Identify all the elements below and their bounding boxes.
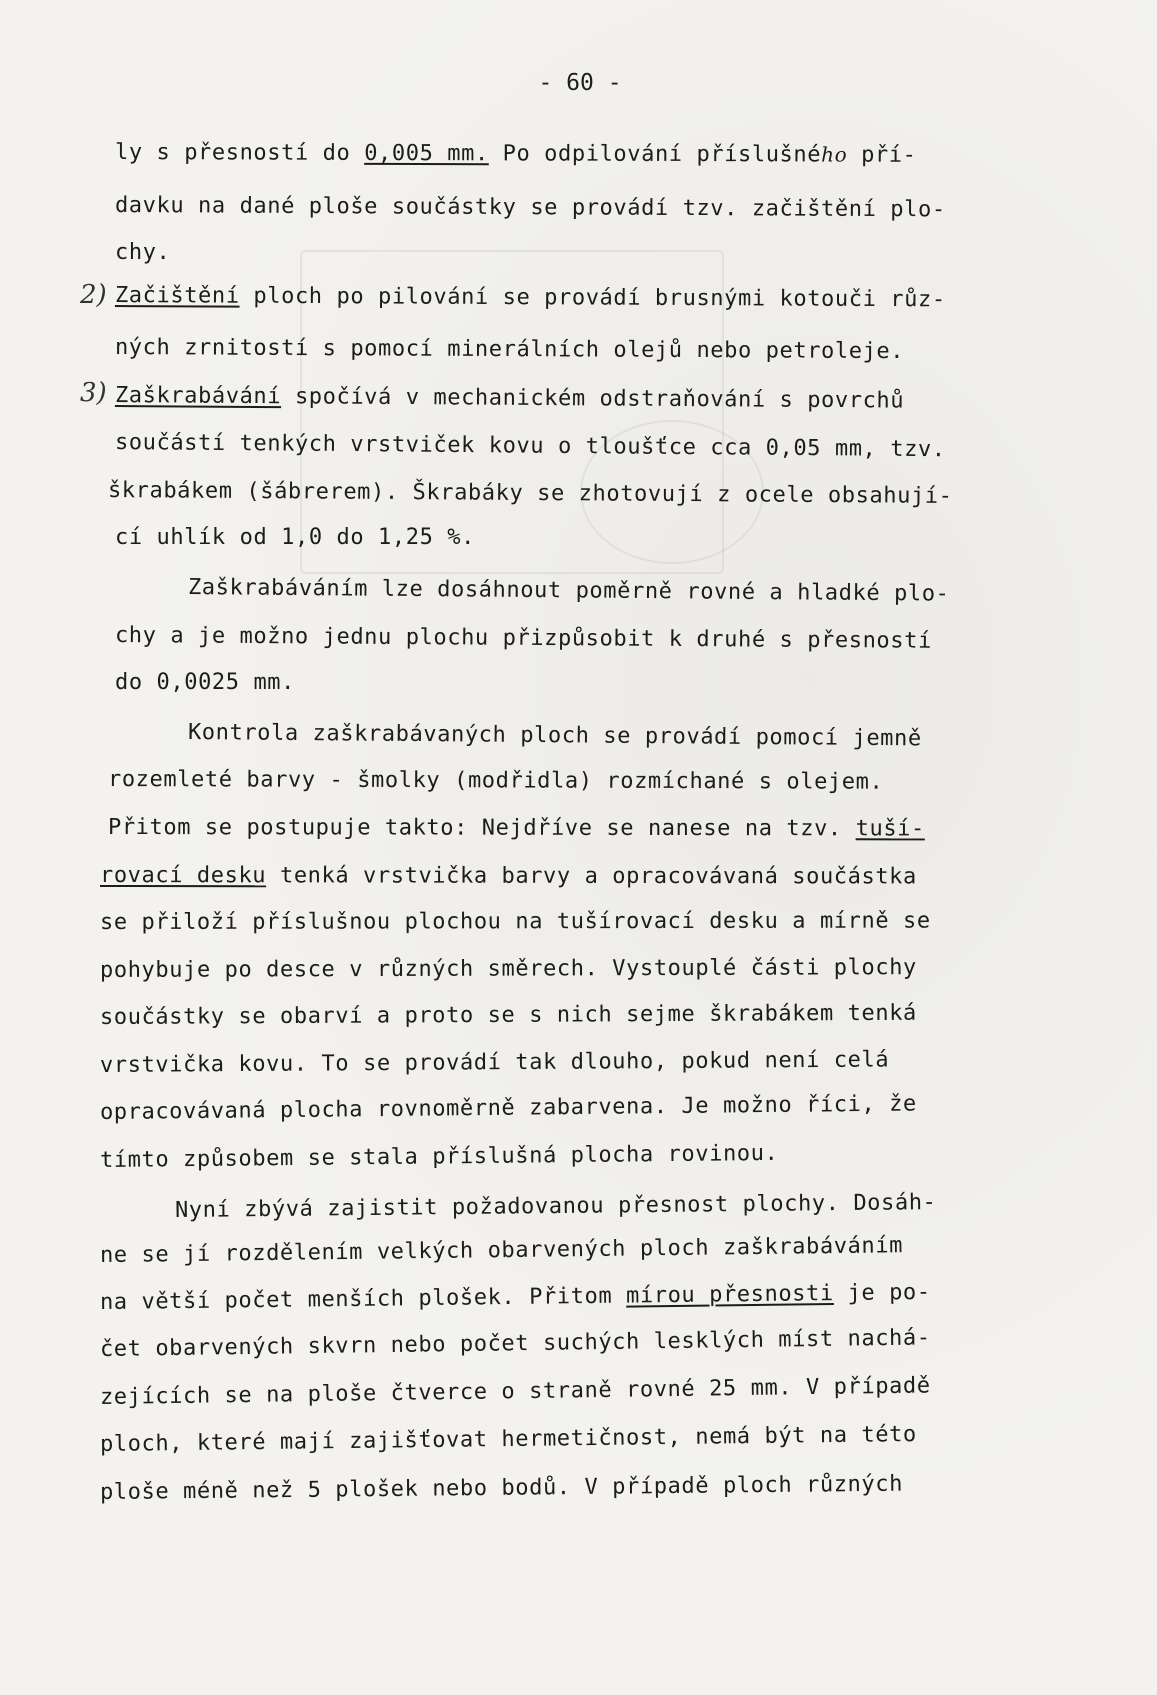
text-segment: ploch po pilování se provádí brusnými kotouči růz- [239, 283, 946, 313]
text-line [100, 909, 931, 935]
text-line [100, 1141, 779, 1173]
text-line [115, 670, 295, 695]
text-segment: pohybuje po desce v různých směrech. Vystouplé části plochy [99, 955, 917, 983]
text-segment: rozemleté barvy - šmolky (modřidla) rozmíchané s olejem. [107, 767, 884, 795]
handwritten-insertion: ho [821, 142, 848, 167]
text-segment: do 0,0025 mm. [115, 670, 295, 695]
underlined-term: rovací desku [99, 863, 267, 889]
text-segment: tenká vrstvička barvy a opracovávaná součástka [266, 863, 917, 890]
text-line [115, 430, 946, 462]
page-number: - 60 - [538, 70, 622, 96]
underlined-term: 0,005 mm. [364, 140, 489, 167]
text-segment: cí uhlík od 1,0 do 1,25 %. [115, 525, 475, 550]
text-segment: pří- [847, 142, 917, 168]
text-segment: Kontrola zaškrabávaných ploch se provádí pomocí jemně [187, 720, 922, 752]
text-segment: Po odpilování příslušné [488, 141, 822, 168]
text-segment: tímto způsobem se stala příslušná plocha rovinou. [99, 1140, 779, 1173]
text-line [100, 863, 917, 889]
underlined-term: Zaškrabávání [114, 383, 282, 410]
text-line [108, 815, 925, 841]
text-segment: vrstvička kovu. To se provádí tak dlouho, pokud není celá [99, 1047, 890, 1078]
text-segment: součástí tenkých vrstviček kovu o tloušťce cca 0,05 mm, tzv. [114, 430, 946, 463]
text-segment: se přiloží příslušnou plochou na tušírovací desku a mírně se [99, 908, 931, 935]
text-segment: spočívá v mechanickém odstraňování s povrchů [281, 384, 905, 414]
underlined-term: Začištění [114, 283, 240, 309]
text-segment: čet obarvených skvrn nebo počet suchých lesklých míst nachá- [99, 1325, 931, 1362]
text-line [188, 720, 922, 751]
margin-mark-2: 2) [80, 280, 107, 310]
text-segment: Přitom se postupuje takto: Nejdříve se nanese na tzv. [107, 815, 856, 842]
text-line [100, 1325, 931, 1362]
text-segment: ploch, které mají zajišťovat hermetičnost, nemá být na této [99, 1422, 917, 1457]
text-line [108, 767, 883, 795]
text-segment: Zaškrabáváním lze dosáhnout poměrně rovné a hladké plo- [187, 575, 950, 607]
text-segment: chy. [115, 240, 171, 265]
text-line [100, 1091, 917, 1125]
text-segment: davku na dané ploše součástky se provádí tzv. začištění plo- [114, 193, 946, 223]
text-line [115, 283, 946, 312]
margin-mark-3: 3) [80, 378, 107, 408]
text-line [175, 1190, 937, 1223]
text-segment: škrabákem (šábrerem). Škrabáky se zhotovují z ocele obsahují- [107, 478, 953, 509]
text-segment: ploše méně než 5 plošek nebo bodů. V případě ploch různých [99, 1471, 904, 1505]
text-line [115, 140, 917, 168]
text-line [100, 1422, 917, 1457]
text-line [115, 623, 932, 654]
text-line [100, 1233, 903, 1268]
text-segment: Nyní zbývá zajistit požadovanou přesnost plochy. Dosáh- [174, 1190, 937, 1223]
text-line [115, 335, 904, 364]
text-segment: součástky se obarví a proto se s nich sejme škrabákem tenká [99, 1000, 917, 1030]
text-line [188, 575, 950, 607]
text-segment: ných zrnitostí s pomocí minerálních olejů nebo petroleje. [114, 335, 905, 365]
text-line [100, 1001, 917, 1030]
text-line [100, 1373, 931, 1410]
text-segment: chy a je možno jednu plochu přizpůsobit k druhé s přesností [114, 623, 932, 654]
text-segment: ne se jí rozdělením velkých obarvených ploch zaškrabáváním [99, 1233, 904, 1268]
text-segment: je po- [833, 1279, 931, 1307]
text-segment: na větší počet menších plošek. Přitom [99, 1283, 627, 1315]
text-line [100, 1472, 903, 1505]
text-segment: opracovávaná plocha rovnoměrně zabarvena. Je možno říci, že [99, 1091, 917, 1125]
text-line [100, 1280, 931, 1315]
text-segment: zejících se na ploše čtverce o straně rovné 25 mm. V případě [99, 1373, 931, 1410]
text-line [115, 193, 946, 222]
text-line [115, 383, 904, 414]
underlined-term: mírou přesnosti [625, 1281, 834, 1309]
text-line [115, 525, 475, 550]
text-segment: ly s přesností do [114, 140, 365, 166]
text-line [100, 955, 917, 983]
text-line [100, 1047, 889, 1078]
text-line [108, 478, 953, 509]
underlined-term: tuší- [855, 816, 925, 842]
text-line [115, 240, 170, 265]
